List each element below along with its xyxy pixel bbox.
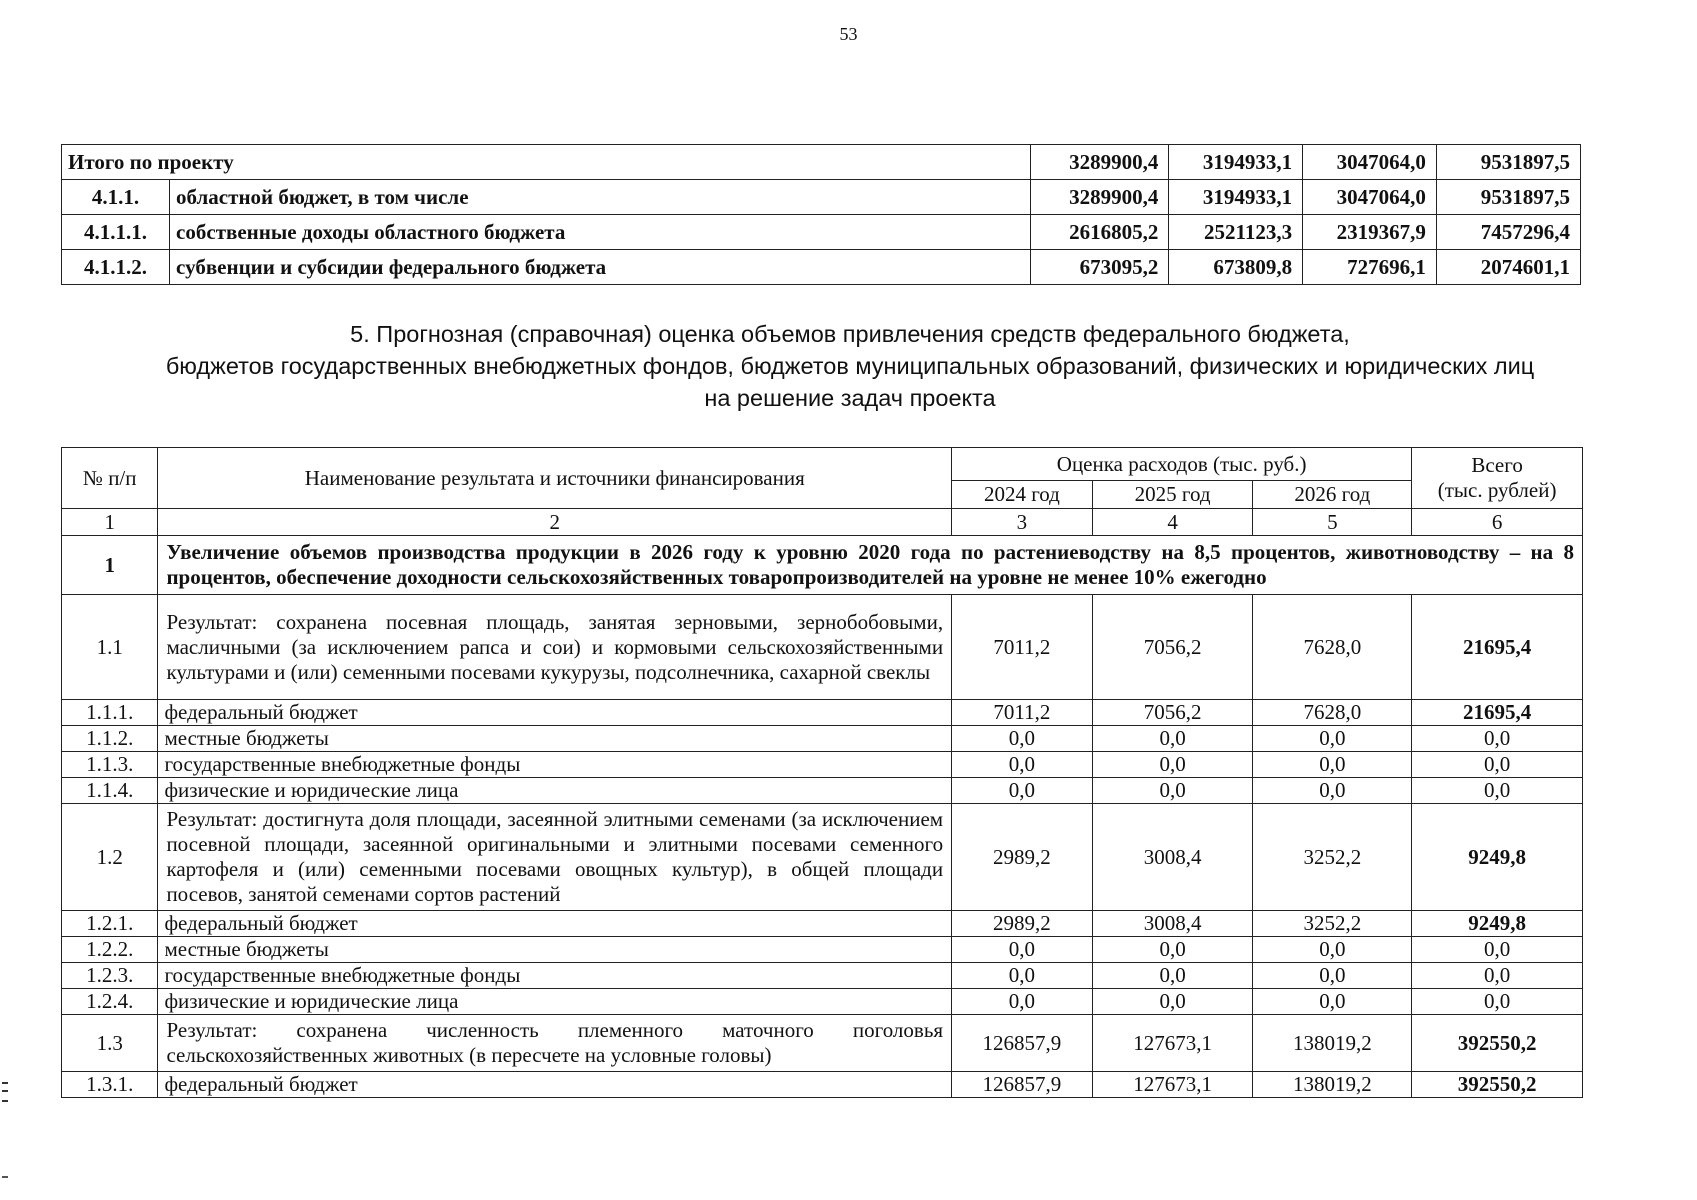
- source-value: 0,0: [1092, 726, 1253, 752]
- source-name: физические и юридические лица: [158, 989, 952, 1015]
- header-row: [62, 448, 1583, 481]
- result-text: Результат: достигнута доля площади, засеянной элитными семенами (за исключением посевной площади, засеянной оригинальными и элитными посевами семенного картофеля и (или) семенными посевами овощных культур), в общей площади посевов, занятой семенами сортов растений: [158, 804, 952, 911]
- result-value: 21695,4: [1412, 595, 1583, 700]
- column-number: 6: [1412, 509, 1583, 536]
- source-value: 0,0: [1412, 726, 1583, 752]
- section-title-line: 5. Прогнозная (справочная) оценка объемов привлечения средств федерального бюджета,: [350, 321, 1350, 347]
- source-value: 7628,0: [1253, 700, 1412, 726]
- source-num: 1.1.4.: [62, 778, 158, 804]
- source-value: 0,0: [1253, 937, 1412, 963]
- result-text: Результат: сохранена посевная площадь, занятая зерновыми, зернобобовыми, масличными (за исключением рапса и сои) и кормовыми сельскохозяйственными культурами и (или) семенными посевами кукурузы, подсолнечника, сахарной свеклы: [158, 595, 952, 700]
- source-value: 138019,2: [1253, 1072, 1412, 1098]
- section-title-line: на решение задач проекта: [704, 385, 996, 411]
- source-value: 7056,2: [1092, 700, 1253, 726]
- source-row: [62, 937, 1583, 963]
- source-row: [62, 700, 1583, 726]
- goal-row: [62, 536, 1583, 595]
- section-title: [80, 318, 1620, 414]
- source-row: [62, 911, 1583, 937]
- source-value: 0,0: [1412, 778, 1583, 804]
- source-name: федеральный бюджет: [158, 1072, 952, 1098]
- source-value: 9249,8: [1412, 911, 1583, 937]
- row-value: 3047064,0: [1303, 180, 1437, 215]
- header-year: 2026 год: [1253, 481, 1412, 509]
- source-value: 0,0: [1092, 989, 1253, 1015]
- source-row: [62, 1072, 1583, 1098]
- source-num: 1.2.1.: [62, 911, 158, 937]
- total-row: [62, 145, 1581, 180]
- row-name: областной бюджет, в том числе: [170, 180, 1031, 215]
- row-value: 7457296,4: [1436, 215, 1580, 250]
- source-value: 0,0: [1253, 989, 1412, 1015]
- column-number: 5: [1253, 509, 1412, 536]
- source-value: 0,0: [1412, 963, 1583, 989]
- budget-row: [62, 250, 1581, 285]
- source-value: 0,0: [1092, 937, 1253, 963]
- source-name: государственные внебюджетные фонды: [158, 963, 952, 989]
- result-row: [62, 1015, 1583, 1072]
- source-name: государственные внебюджетные фонды: [158, 752, 952, 778]
- source-value: 0,0: [952, 989, 1093, 1015]
- goal-text: Увеличение объемов производства продукции в 2026 году к уровню 2020 года по растениеводству на 8,5 процентов, животноводству – на 8 процентов, обеспечение доходности сельскохозяйственных товаропроизводителей на уровне не менее 10% ежегодно: [158, 536, 1583, 595]
- margin-mark: [2, 1176, 8, 1178]
- row-value: 2616805,2: [1031, 215, 1169, 250]
- source-value: 0,0: [1253, 726, 1412, 752]
- row-code: 4.1.1.: [62, 180, 170, 215]
- total-value: 3289900,4: [1031, 145, 1169, 180]
- source-value: 0,0: [1092, 963, 1253, 989]
- source-value: 0,0: [1412, 752, 1583, 778]
- result-value: 2989,2: [952, 804, 1093, 911]
- row-code: 4.1.1.2.: [62, 250, 170, 285]
- source-value: 7011,2: [952, 700, 1093, 726]
- source-num: 1.2.2.: [62, 937, 158, 963]
- row-name: собственные доходы областного бюджета: [170, 215, 1031, 250]
- result-value: 138019,2: [1253, 1015, 1412, 1072]
- result-value: 7056,2: [1092, 595, 1253, 700]
- header-name: Наименование результата и источники финансирования: [158, 448, 952, 509]
- source-row: [62, 778, 1583, 804]
- column-numbers-row: [62, 509, 1583, 536]
- section-title-line: бюджетов государственных внебюджетных фондов, бюджетов муниципальных образований, физических и юридических лиц: [165, 353, 1535, 379]
- row-value: 673809,8: [1169, 250, 1303, 285]
- source-value: 0,0: [1253, 752, 1412, 778]
- total-label: Итого по проекту: [62, 145, 1031, 180]
- header-total-line: Всего: [1471, 453, 1523, 477]
- source-value: 21695,4: [1412, 700, 1583, 726]
- result-row: [62, 804, 1583, 911]
- source-row: [62, 726, 1583, 752]
- source-value: 2989,2: [952, 911, 1093, 937]
- source-value: 3252,2: [1253, 911, 1412, 937]
- page-number: 53: [839, 24, 858, 44]
- result-value: 7628,0: [1253, 595, 1412, 700]
- source-num: 1.1.3.: [62, 752, 158, 778]
- result-num: 1.2: [62, 804, 158, 911]
- result-text: Результат: сохранена численность племенного маточного поголовья сельскохозяйственных животных (в пересчете на условные головы): [158, 1015, 952, 1072]
- result-value: 7011,2: [952, 595, 1093, 700]
- source-num: 1.2.3.: [62, 963, 158, 989]
- source-name: федеральный бюджет: [158, 911, 952, 937]
- source-value: 0,0: [1092, 752, 1253, 778]
- row-value: 673095,2: [1031, 250, 1169, 285]
- source-value: 3008,4: [1092, 911, 1253, 937]
- source-value: 0,0: [1253, 778, 1412, 804]
- result-row: [62, 595, 1583, 700]
- source-num: 1.1.2.: [62, 726, 158, 752]
- result-value: 392550,2: [1412, 1015, 1583, 1072]
- source-value: 0,0: [1253, 963, 1412, 989]
- result-value: 127673,1: [1092, 1015, 1253, 1072]
- row-value: 727696,1: [1303, 250, 1437, 285]
- source-value: 0,0: [952, 726, 1093, 752]
- source-value: 0,0: [952, 963, 1093, 989]
- row-value: 2319367,9: [1303, 215, 1437, 250]
- column-number: 4: [1092, 509, 1253, 536]
- source-name: федеральный бюджет: [158, 700, 952, 726]
- source-num: 1.3.1.: [62, 1072, 158, 1098]
- row-value: 3289900,4: [1031, 180, 1169, 215]
- header-total-line: (тыс. рублей): [1437, 478, 1557, 502]
- result-value: 3008,4: [1092, 804, 1253, 911]
- source-value: 0,0: [952, 937, 1093, 963]
- source-name: физические и юридические лица: [158, 778, 952, 804]
- goal-num: 1: [62, 536, 158, 595]
- source-value: 127673,1: [1092, 1072, 1253, 1098]
- source-value: 0,0: [1092, 778, 1253, 804]
- header-estimate: Оценка расходов (тыс. руб.): [952, 448, 1412, 481]
- source-value: 0,0: [952, 778, 1093, 804]
- total-value: 3194933,1: [1169, 145, 1303, 180]
- source-num: 1.2.4.: [62, 989, 158, 1015]
- source-value: 0,0: [1412, 937, 1583, 963]
- header-total: [1412, 448, 1583, 509]
- funding-estimate-table: [61, 447, 1583, 1098]
- source-row: [62, 963, 1583, 989]
- row-value: 2521123,3: [1169, 215, 1303, 250]
- column-number: 1: [62, 509, 158, 536]
- row-value: 3194933,1: [1169, 180, 1303, 215]
- margin-mark: [2, 1082, 8, 1102]
- source-value: 126857,9: [952, 1072, 1093, 1098]
- header-num: № п/п: [62, 448, 158, 509]
- row-value: 9531897,5: [1436, 180, 1580, 215]
- result-value: 3252,2: [1253, 804, 1412, 911]
- result-value: 126857,9: [952, 1015, 1093, 1072]
- row-value: 2074601,1: [1436, 250, 1580, 285]
- source-value: 392550,2: [1412, 1072, 1583, 1098]
- source-value: 0,0: [1412, 989, 1583, 1015]
- source-value: 0,0: [952, 752, 1093, 778]
- header-year: 2024 год: [952, 481, 1093, 509]
- project-total-table: [61, 144, 1581, 285]
- source-name: местные бюджеты: [158, 937, 952, 963]
- result-num: 1.3: [62, 1015, 158, 1072]
- row-name: субвенции и субсидии федерального бюджета: [170, 250, 1031, 285]
- budget-row: [62, 180, 1581, 215]
- source-row: [62, 989, 1583, 1015]
- row-code: 4.1.1.1.: [62, 215, 170, 250]
- result-value: 9249,8: [1412, 804, 1583, 911]
- total-value: 3047064,0: [1303, 145, 1437, 180]
- total-value: 9531897,5: [1436, 145, 1580, 180]
- source-num: 1.1.1.: [62, 700, 158, 726]
- column-number: 3: [952, 509, 1093, 536]
- source-name: местные бюджеты: [158, 726, 952, 752]
- header-year: 2025 год: [1092, 481, 1253, 509]
- budget-row: [62, 215, 1581, 250]
- column-number: 2: [158, 509, 952, 536]
- source-row: [62, 752, 1583, 778]
- result-num: 1.1: [62, 595, 158, 700]
